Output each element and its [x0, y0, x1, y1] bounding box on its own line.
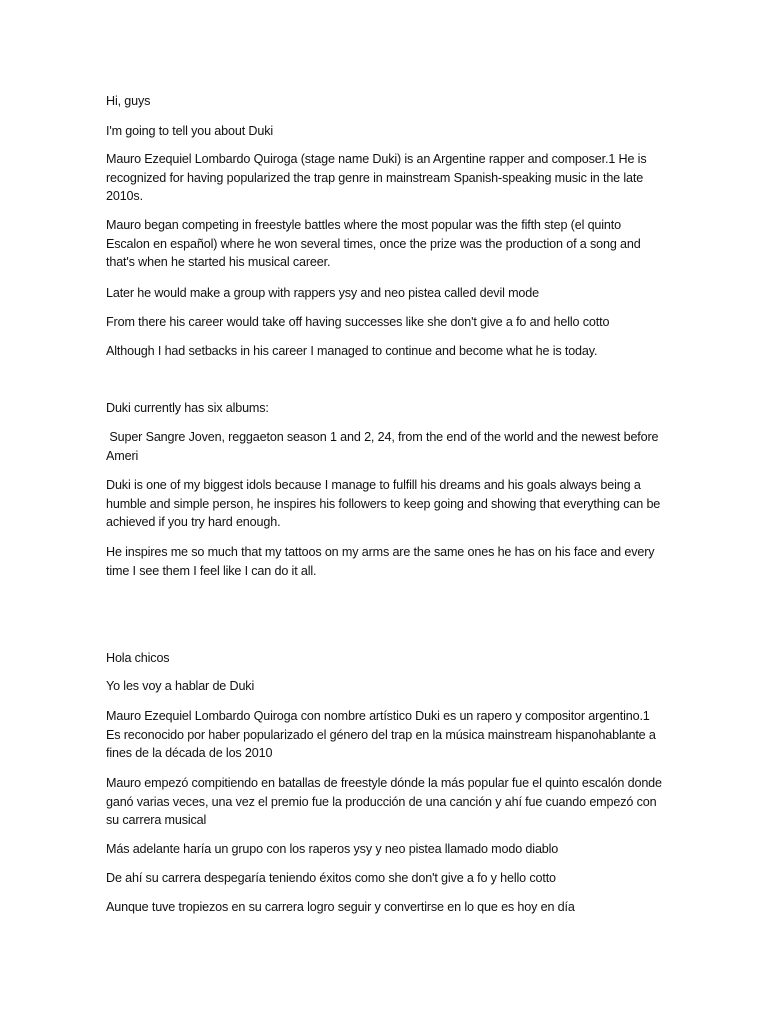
- english-intro: I'm going to tell you about Duki: [106, 124, 274, 138]
- english-successes-paragraph: From there his career would take off having successes like she don't give a fo and hello cotto: [106, 315, 610, 329]
- spanish-battles-paragraph: Mauro empezó compitiendo en batallas de freestyle dónde la más popular fue el quinto escalón donde ganó varias veces, una vez el premio fue la producción de una canción y ahí fue cuando empezó con su carrera musical: [106, 776, 662, 828]
- english-group-paragraph: Later he would make a group with rappers ysy and neo pistea called devil mode: [106, 286, 539, 300]
- english-bio-paragraph: Mauro Ezequiel Lombardo Quiroga (stage name Duki) is an Argentine rapper and composer.1 He is recognized for having popularized the trap genre in mainstream Spanish-speaking music in the late 2010s.: [106, 152, 647, 204]
- english-albums-heading: Duki currently has six albums:: [106, 401, 269, 415]
- spanish-bio-paragraph: Mauro Ezequiel Lombardo Quiroga con nombre artístico Duki es un rapero y compositor argentino.1 Es reconocido por haber popularizado el género del trap en la música mainstream hispanohablante a fines de la década de los 2010: [106, 709, 656, 761]
- english-setbacks-paragraph: Although I had setbacks in his career I managed to continue and become what he is today.: [106, 344, 598, 358]
- spanish-group-paragraph: Más adelante haría un grupo con los raperos ysy y neo pistea llamado modo diablo: [106, 842, 559, 856]
- spanish-greeting: Hola chicos: [106, 651, 170, 665]
- english-greeting: Hi, guys: [106, 94, 151, 108]
- spanish-intro: Yo les voy a hablar de Duki: [106, 679, 255, 693]
- english-idol-paragraph: Duki is one of my biggest idols because I manage to fulfill his dreams and his goals always being a humble and simple person, he inspires his followers to keep going and showing that everything can be achieved if you try hard enough.: [106, 478, 661, 530]
- english-battles-paragraph: Mauro began competing in freestyle battles where the most popular was the fifth step (el quinto Escalon en español) where he won several times, once the prize was the production of a song and that's when he started his musical career.: [106, 218, 641, 270]
- english-tattoos-paragraph: He inspires me so much that my tattoos on my arms are the same ones he has on his face and every time I see them I feel like I can do it all.: [106, 545, 655, 578]
- spanish-successes-paragraph: De ahí su carrera despegaría teniendo éxitos como she don't give a fo y hello cotto: [106, 871, 556, 885]
- spanish-setbacks-paragraph: Aunque tuve tropiezos en su carrera logro seguir y convertirse en lo que es hoy en día: [106, 900, 575, 914]
- english-albums-list: Super Sangre Joven, reggaeton season 1 and 2, 24, from the end of the world and the newest before Ameri: [106, 430, 662, 463]
